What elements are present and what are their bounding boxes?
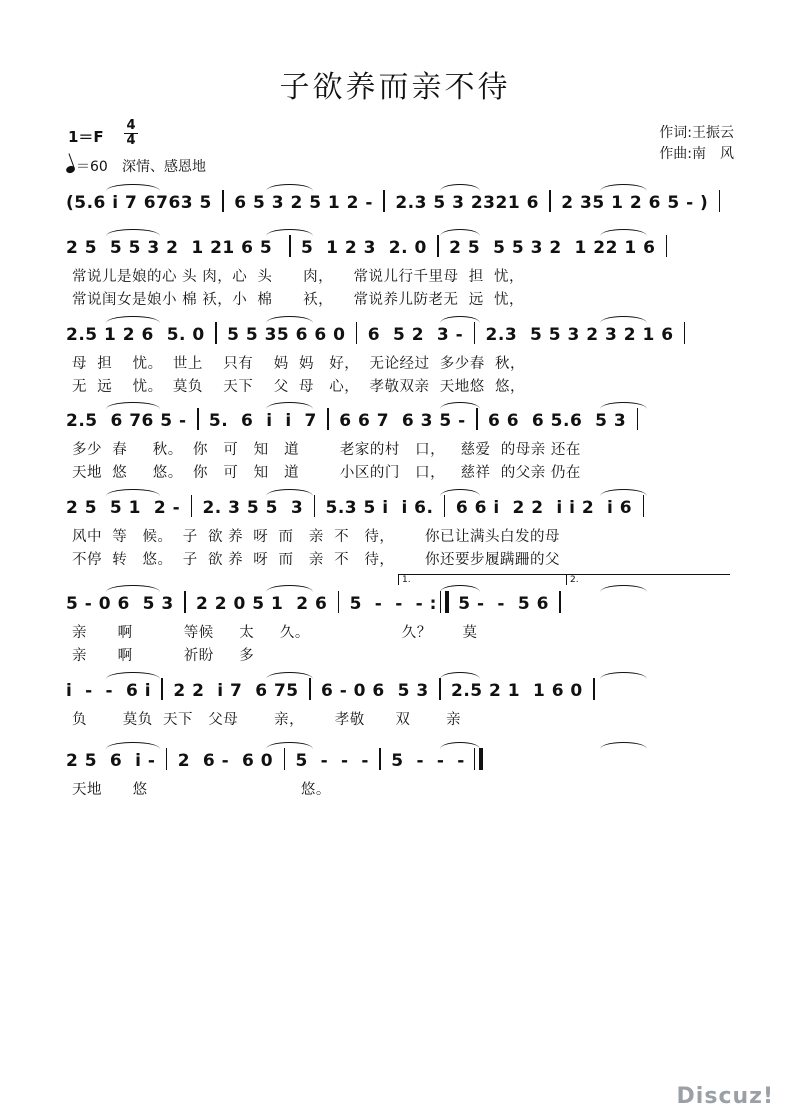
- slur-mark: [440, 672, 480, 679]
- slur-mark: [440, 402, 480, 409]
- barline: [289, 235, 291, 257]
- slur-mark: [600, 229, 647, 236]
- note-group: 2 2 0 5 1 2 6: [189, 594, 334, 614]
- note-group: 2.5 2 1 1 6 0: [444, 681, 590, 701]
- slur-mark: [106, 184, 159, 191]
- note-group: 5 5 35 6 6 0: [220, 325, 352, 345]
- slur-mark: [106, 402, 159, 409]
- note-group: 6 - 0 6 5 3: [314, 681, 436, 701]
- note-group: 6 6 7 6 3 5 -: [332, 411, 473, 431]
- barline: [161, 678, 163, 700]
- slur-mark: [440, 316, 480, 323]
- barline: [593, 678, 595, 700]
- note-group: 5 - - -: [384, 751, 472, 771]
- slur-mark: [106, 672, 159, 679]
- barline: [191, 495, 193, 517]
- slur-mark: [266, 672, 313, 679]
- lyricist-credit: 作词:王振云: [659, 125, 734, 141]
- lyric-line: 母 担 忧。 世上 只有 妈 妈 好， 无论经过 多少春 秋，: [72, 356, 525, 372]
- slur-mark: [600, 672, 647, 679]
- barline: [549, 190, 551, 212]
- slur-mark: [600, 742, 647, 749]
- barline: [684, 322, 686, 344]
- lyric-line: 风中 等 候。 子 欲 养 呀 而 亲 不 待， 你已让满头白发的母: [72, 529, 561, 545]
- slur-mark: [440, 489, 480, 496]
- note-group: 5 - - -: [289, 751, 376, 771]
- barline: [327, 408, 329, 430]
- barline: [338, 591, 340, 613]
- notation-row: [66, 495, 734, 518]
- note-group: 6 5 2 3 -: [361, 325, 470, 345]
- final-barline: [474, 748, 483, 770]
- tempo-value: ＝60: [76, 159, 108, 175]
- tempo-marking: [66, 156, 108, 176]
- slur-mark: [266, 742, 313, 749]
- lyric-line: 天地 悠 悠。: [72, 782, 331, 798]
- slur-mark: [266, 585, 313, 592]
- note-group: 6 6 6 5.6 5 3: [481, 411, 633, 431]
- barline: [184, 591, 186, 613]
- barline: [476, 408, 478, 430]
- note-group: 5.3 5 i i 6.: [319, 498, 440, 518]
- notation-row: [66, 408, 734, 431]
- notation-row: [66, 748, 734, 771]
- barline: [474, 322, 476, 344]
- slur-mark: [440, 742, 480, 749]
- note-group: 5 - - -: [343, 594, 430, 614]
- barline: [637, 408, 639, 430]
- barline: [437, 235, 439, 257]
- barline: [643, 495, 645, 517]
- time-signature-top: 4: [126, 118, 136, 133]
- lyric-line: 亲 啊 祈盼 多: [72, 648, 255, 664]
- note-group: 5. 6 i i 7: [202, 411, 324, 431]
- barline: [444, 495, 446, 517]
- notation-row: [66, 235, 734, 258]
- key-signature: 1＝F: [68, 128, 104, 146]
- slur-mark: [266, 229, 313, 236]
- lyric-line: 常说闺女是娘小 棉 袄，小 棉 袄， 常说养儿防老无 远 忧，: [72, 292, 524, 308]
- slur-mark: [106, 316, 159, 323]
- lyric-line: 多少 春 秋。 你 可 知 道 老家的村 口， 慈爱 的母亲 还在: [72, 442, 581, 458]
- lyric-line: 天地 悠 悠。 你 可 知 道 小区的门 口， 慈祥 的父亲 仍在: [72, 465, 581, 481]
- barline: [383, 190, 385, 212]
- composer-credit: 作曲:南 风: [659, 146, 734, 162]
- slur-mark: [440, 184, 480, 191]
- page-title: 子欲养而亲不待: [279, 70, 511, 105]
- note-group: i - - 6 i: [66, 681, 158, 701]
- note-group: 2 2 i 7 6 75: [166, 681, 306, 701]
- watermark: Discuz!: [676, 1084, 774, 1109]
- slur-mark: [106, 585, 159, 592]
- note-group: 2 6 - 6 0: [171, 751, 280, 771]
- slur-mark: [600, 184, 647, 191]
- barline: [309, 678, 311, 700]
- slur-mark: [266, 489, 313, 496]
- slur-mark: [106, 229, 159, 236]
- note-group: 2.3 5 5 3 2 3 2 1 6: [479, 325, 680, 345]
- note-group: 2 5 5 1 2 -: [66, 498, 187, 518]
- note-group: 2 5 5 5 3 2 1 22 1 6: [442, 238, 662, 258]
- notation-row: [66, 322, 734, 345]
- slur-mark: [600, 402, 647, 409]
- slur-mark: [600, 489, 647, 496]
- note-group: 6 5 3 2 5 1 2 -: [227, 193, 380, 213]
- barline: [197, 408, 199, 430]
- barline: [314, 495, 316, 517]
- note-group: 2 5 6 i -: [66, 751, 162, 771]
- volta-bracket: 2.: [566, 574, 730, 585]
- slur-mark: [266, 402, 313, 409]
- barline: [666, 235, 668, 257]
- note-group: 5 1 2 3 2. 0: [294, 238, 434, 258]
- notation-row: [66, 190, 734, 213]
- notation-row: 5 - 0 6 5 3 2 2 0 5 1 2 6 5 - - - : 5 - - 5 6: [66, 591, 734, 614]
- expression-marking: 深情、感恩地: [122, 159, 206, 175]
- lyric-line: 亲 啊 等候 太 久。 久？ 莫: [72, 625, 478, 641]
- note-group: (5.6 i 7 6763 5: [66, 193, 219, 213]
- note-group: 2.5 6 76 5 -: [66, 411, 193, 431]
- slur-mark: [600, 585, 647, 592]
- note-group: 5 - 0 6 5 3: [66, 594, 181, 614]
- barline: [719, 190, 721, 212]
- note-group: 2 35 1 2 6 5 - ): [554, 193, 715, 213]
- barline: [222, 190, 224, 212]
- lyric-line: 负 莫负 天下 父母 亲， 孝敬 双 亲: [72, 712, 462, 728]
- slur-mark: [440, 585, 480, 592]
- note-group: 5 - - 5 6: [451, 594, 556, 614]
- note-group: 2. 3 5 5 3: [196, 498, 310, 518]
- barline: [284, 748, 286, 770]
- note-group: 2.3 5 3 2321 6: [388, 193, 546, 213]
- slur-mark: [600, 316, 647, 323]
- lyric-line: 无 远 忧。 莫负 天下 父 母 心， 孝敬双亲 天地悠 悠，: [72, 379, 525, 395]
- volta-bracket: 1.: [398, 574, 574, 585]
- slur-mark: [106, 742, 159, 749]
- slur-mark: [266, 316, 313, 323]
- time-signature-bottom: 4: [124, 133, 138, 148]
- barline: [356, 322, 358, 344]
- lyric-line: 常说儿是娘的心 头 肉，心 头 肉， 常说儿行千里母 担 忧，: [72, 269, 524, 285]
- barline: [166, 748, 168, 770]
- note-group: 6 6 i 2 2 i i 2 i 6: [449, 498, 639, 518]
- repeat-barline: [440, 591, 449, 613]
- slur-mark: [106, 489, 159, 496]
- slur-mark: [266, 184, 313, 191]
- slur-mark: [440, 229, 480, 236]
- barline: [559, 591, 561, 613]
- note-group: 2 5 5 5 3 2 1 21 6 5: [66, 238, 286, 258]
- note-group: 2.5 1 2 6 5. 0: [66, 325, 212, 345]
- barline: [215, 322, 217, 344]
- lyric-line: 不停 转 悠。 子 欲 养 呀 而 亲 不 待， 你还要步履蹒跚的父: [72, 552, 561, 568]
- barline: [379, 748, 381, 770]
- barline: [439, 678, 441, 700]
- time-signature: [124, 119, 138, 148]
- quarter-note-icon: [65, 165, 76, 175]
- notation-row: [66, 678, 734, 701]
